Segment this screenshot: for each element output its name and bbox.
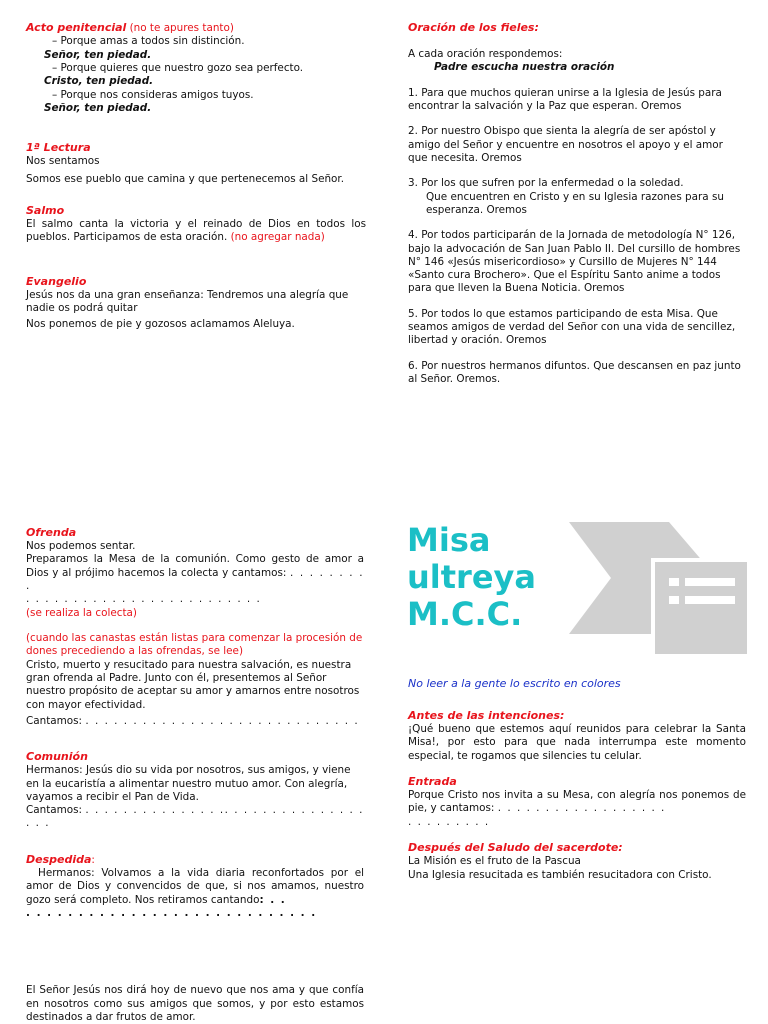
lectura-heading: 1ª Lectura [26, 141, 91, 155]
saludo-section [408, 841, 746, 882]
comunion-cantamos-dots: . . . . . . . . . . . . . . .. . . . . . . . . . . . . . . . . . [26, 804, 364, 830]
left-top-column [26, 21, 366, 332]
ofrenda-heading: Ofrenda [26, 526, 77, 539]
oracion-response: Padre escucha nuestra oración [434, 61, 615, 74]
evangelio-line-2: Nos ponemos de pie y gozosos aclamamos Aleluya. [26, 318, 295, 331]
acto-line-6: Señor, ten piedad. [44, 101, 152, 114]
lectura-line-1: Nos sentamos [26, 155, 100, 168]
acto-line-4: Cristo, ten piedad. [44, 75, 154, 88]
oracion-item-1: 1. Para que muchos quieran unirse a la Iglesia de Jesús para encontrar la salvación y la Paz que esperan. Oremos [408, 86, 722, 113]
cover-title-block [407, 522, 767, 672]
closing-text: El Señor Jesús nos dirá hoy de nuevo que nos ama y que confía en nosotros como sus amigos que somos, y por esto estamos destinados a dar frutos de amor. [26, 984, 364, 1023]
despedida-text-line [26, 867, 364, 907]
antes-text: ¡Qué bueno que estemos aquí reunidos para celebrar la Santa Misa!, por esto para que nada interrumpa este momento especial, te rogamos que silencies tu celular. [408, 723, 746, 762]
cover-title-line-3: M.C.C. [407, 594, 523, 633]
despedida-heading-line [26, 853, 364, 867]
comunion-text: Hermanos: Jesús dio su vida por nosotros, sus amigos, y viene en la eucaristía a alimentar nuestro mutuo amor. Con alegría, vayamos a recibir el Pan de Vida. [26, 764, 351, 803]
ofrenda-section [26, 526, 364, 728]
evangelio-heading: Evangelio [26, 274, 87, 288]
acto-line-3: – Porque quieres que nuestro gozo sea perfecto. [52, 61, 304, 74]
ofrenda-note-1: (se realiza la colecta) [26, 606, 137, 619]
entrada-text: Porque Cristo nos invita a su Mesa, con alegría nos ponemos de pie, y cantamos: [408, 789, 746, 815]
saludo-line-2: Una Iglesia resucitada es también resucitadora con Cristo. [408, 868, 712, 881]
antes-section [408, 709, 746, 763]
acto-penitencial-heading-line [26, 21, 366, 35]
entrada-dots-2: . . . . . . . . . [408, 815, 490, 828]
antes-heading: Antes de las intenciones: [408, 709, 565, 723]
ofrenda-cantamos-dots: . . . . . . . . . . . . . . . . . . . . . . . . . . . . . [85, 714, 360, 727]
ofrenda-cantamos-line [26, 715, 364, 728]
entrada-heading: Entrada [408, 775, 457, 789]
acto-penitencial-note: (no te apures tanto) [129, 22, 234, 34]
saludo-line-1: La Misión es el fruto de la Pascua [408, 855, 581, 868]
comunion-cantamos-line [26, 804, 364, 831]
acto-penitencial-section [26, 21, 366, 115]
acto-line-1: – Porque amas a todos sin distinción. [52, 35, 245, 48]
ofrenda-text-line [26, 553, 364, 593]
ofrenda-dots-2: . . . . . . . . . . . . . . . . . . . . . . . . . [26, 593, 262, 606]
salmo-section [26, 204, 366, 245]
despedida-tail: : . . [259, 893, 287, 906]
document-list-icon [569, 522, 759, 662]
oracion-item-4: 4. Por todos participarán de la Jornada de metodología N° 126, bajo la advocación de San Juan Pablo II. Del cursillo de hombres N° 146 «Jesús misericordioso» y Cursillo de Mujeres N° 144 «Santo cura Brochero». Que el Espíritu Santo anime a todos para que lleven la Buena Noticia. Oremos [408, 229, 741, 295]
oracion-item-2: 2. Por nuestro Obispo que sienta la alegría de ser apóstol y amigo del Señor y encuentre en nosotros el apoyo y el amor que necesita. Oremos [408, 125, 723, 164]
despedida-dots: . . . . . . . . . . . . . . . . . . . . . . . . . . . . [26, 907, 317, 920]
salmo-note: (no agregar nada) [230, 231, 325, 244]
evangelio-section [26, 275, 366, 332]
salmo-heading: Salmo [26, 203, 65, 217]
oracion-item-5: 5. Por todos lo que estamos participando de esta Misa. Que seamos amigos de verdad del Señor con una vida de sencillez, libertad y oración. Oremos [408, 307, 736, 347]
entrada-text-line [408, 789, 746, 816]
salmo-text: El salmo canta la victoria y el reinado de Dios en todos los pueblos. Participamos de esta oración. [26, 217, 366, 244]
despedida-section [26, 853, 364, 921]
ofrenda-cantamos: Cantamos: [26, 714, 83, 727]
cover-title-line-1: Misa [407, 521, 491, 559]
cover-title [407, 522, 536, 632]
comunion-section [26, 750, 364, 831]
oracion-item-3: 3. Por los que sufren por la enfermedad o la soledad. [408, 177, 684, 190]
entrada-section [408, 775, 746, 829]
saludo-heading: Después del Saludo del sacerdote: [408, 841, 623, 855]
salmo-text-line [26, 218, 366, 245]
right-top-column [408, 21, 744, 386]
despedida-colon: : [91, 853, 95, 866]
despedida-heading: Despedida [26, 852, 92, 866]
lectura-section [26, 141, 366, 186]
acto-line-2: Señor, ten piedad. [44, 48, 152, 61]
oracion-item-6: 6. Por nuestros hermanos difuntos. Que descansen en paz junto al Señor. Oremos. [408, 359, 741, 386]
lectura-line-2: Somos ese pueblo que camina y que pertenecemos al Señor. [26, 172, 345, 185]
ofrenda-text-2: Cristo, muerto y resucitado para nuestra salvación, es nuestra gran ofrenda al Padre. Junto con él, presentemos al Señor nuestro propósito de aceptar su amor y amarnos entre nosotros con mayor efectividad. [26, 658, 360, 711]
evangelio-line-1: Jesús nos da una gran enseñanza: Tendremos una alegría que nadie os podrá quitar [26, 288, 349, 314]
comunion-heading: Comunión [26, 750, 88, 764]
oracion-fieles-heading: Oración de los fieles: [408, 21, 539, 34]
cover-subtitle: No leer a la gente lo escrito en colores [408, 677, 621, 690]
cover-title-line-2: ultreya [407, 557, 536, 596]
ofrenda-dots-1: . . . . . . . . . [26, 566, 365, 593]
ofrenda-line-1: Nos podemos sentar. [26, 540, 136, 553]
right-bottom-column [408, 677, 746, 882]
left-bottom-column [26, 526, 364, 1024]
oracion-intro: A cada oración respondemos: [408, 48, 563, 61]
oracion-item-3-continued: Que encuentren en Cristo y en su Iglesia razones para su esperanza. Oremos [426, 190, 724, 216]
entrada-dots-1: . . . . . . . . . . . . . . . . . . [497, 802, 666, 815]
ofrenda-text: Preparamos la Mesa de la comunión. Como gesto de amor a Dios y al prójimo hacemos la colecta y cantamos: [26, 553, 364, 579]
despedida-text: Hermanos: Volvamos a la vida diaria reconfortados por el amor de Dios y convencidos de que, si nos amamos, nuestro gozo será completo. Nos retiramos cantando [26, 867, 364, 906]
acto-penitencial-heading: Acto penitencial [26, 21, 127, 34]
acto-line-5: – Porque nos consideras amigos tuyos. [52, 88, 254, 101]
comunion-cantamos: Cantamos: [26, 804, 83, 817]
ofrenda-note-2: (cuando las canastas están listas para comenzar la procesión de dones precediendo a las ofrendas, se lee) [26, 631, 363, 658]
